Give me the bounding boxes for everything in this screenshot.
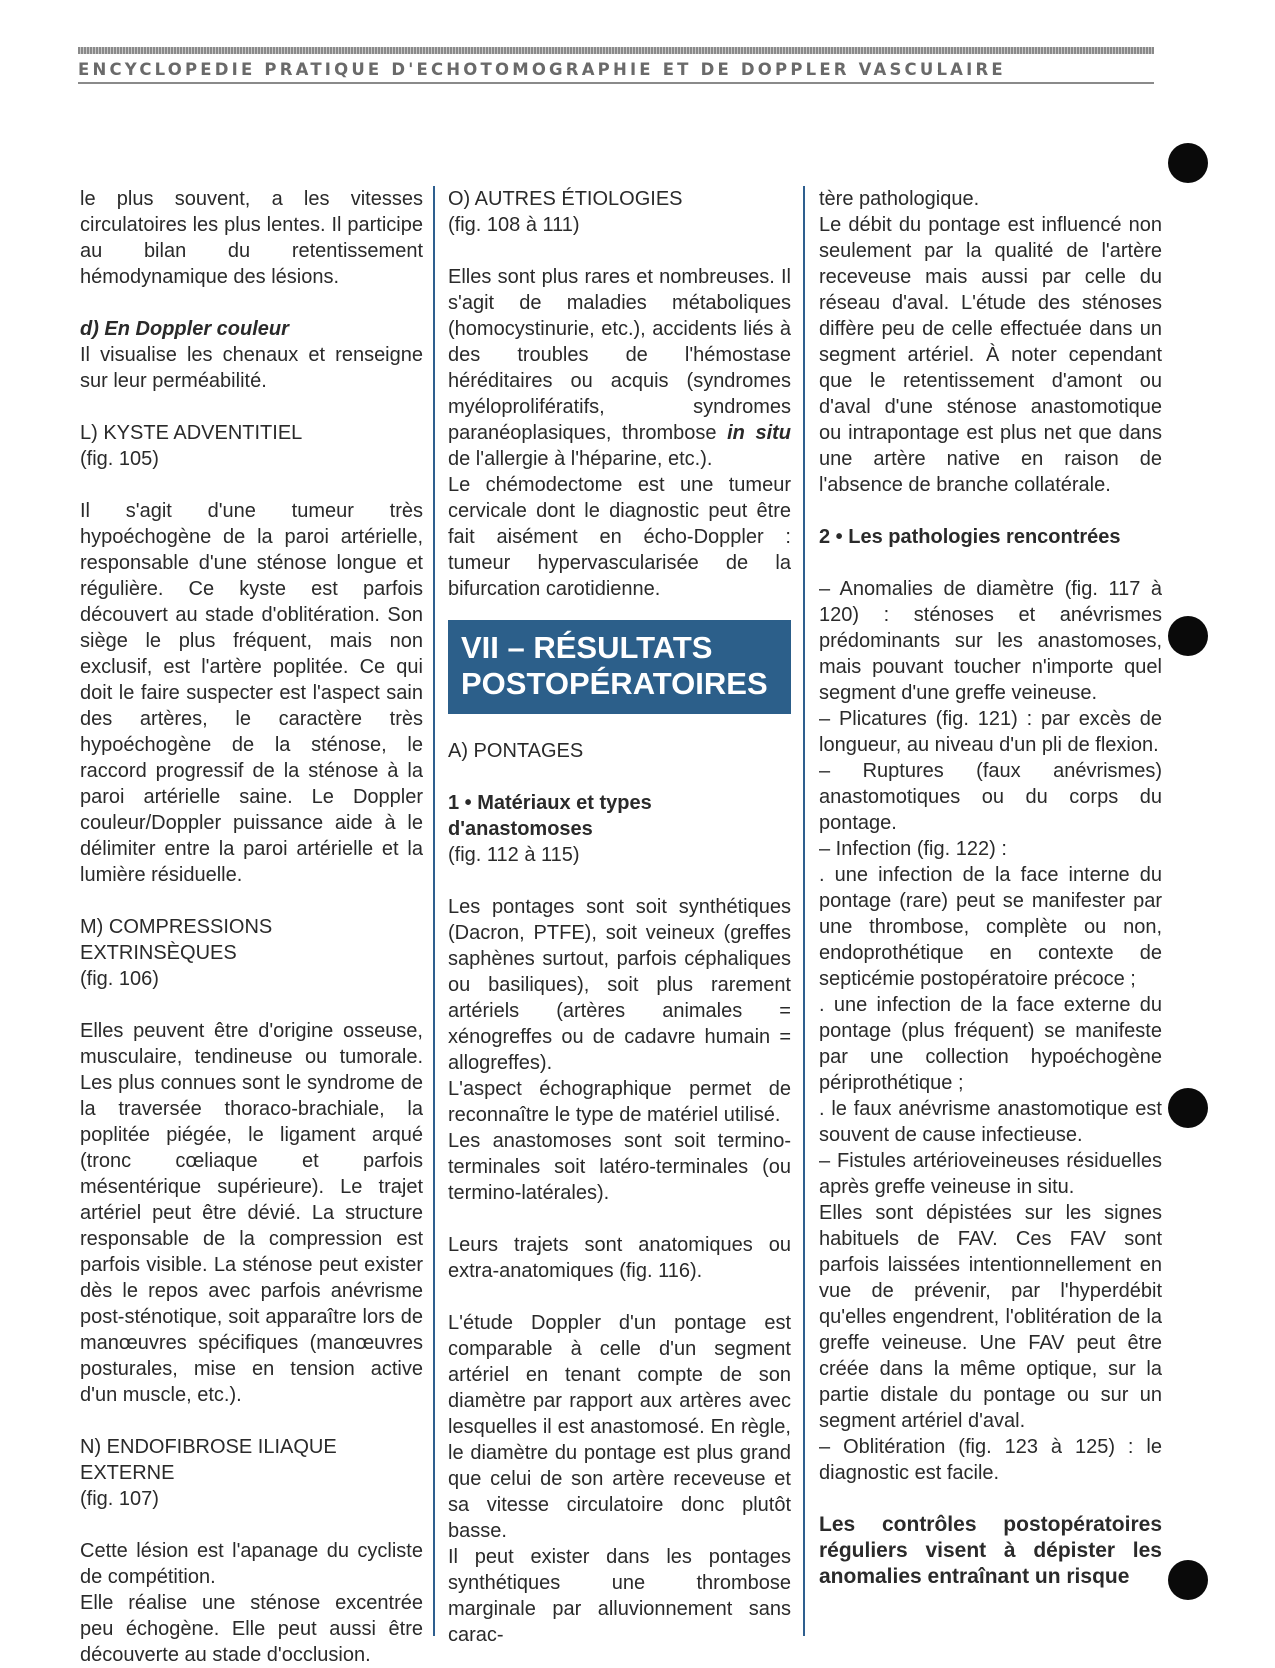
section-heading: A) PONTAGES	[448, 740, 584, 762]
figure-reference: (fig. 112 à 115)	[448, 844, 580, 866]
figure-reference: (fig. 107)	[80, 1488, 159, 1510]
paragraph: L'aspect échographique permet de reconnaître le type de matériel utilisé.	[448, 1078, 791, 1126]
paragraph: tère pathologique.	[819, 188, 980, 210]
column-divider-2	[803, 186, 805, 1636]
list-item: – Plicatures (fig. 121) : par excès de longueur, au niveau d'un pli de flexion.	[819, 708, 1162, 756]
section-heading: N) ENDOFIBROSE ILIAQUE EXTERNE	[80, 1436, 337, 1484]
italic-term: in situ	[727, 422, 792, 444]
column-2	[448, 186, 791, 1648]
paragraph: Il visualise les chenaux et renseigne sur leur perméabilité.	[80, 344, 423, 392]
header-hatched-bar	[78, 47, 1154, 54]
banner-line: POSTOPÉRATOIRES	[461, 666, 768, 701]
list-item: – Anomalies de diamètre (fig. 117 à 120) : sténoses et anévrismes prédominants sur les anastomoses, mais pouvant toucher n'importe quel segment d'une greffe veineuse.	[819, 578, 1162, 704]
section-heading: M) COMPRESSIONS EXTRINSÈQUES	[80, 916, 273, 964]
paragraph: le plus souvent, a les vitesses circulatoires les plus lentes. Il participe au bilan du retentissement hémodynamique des lésions.	[80, 188, 423, 288]
list-item: – Infection (fig. 122) :	[819, 838, 1007, 860]
paragraph	[448, 264, 791, 472]
punch-hole	[1168, 143, 1208, 183]
text-run: Elles sont plus rares et nombreuses. Il s'agit de maladies métaboliques (homocystinurie, etc.), accidents liés à des troubles de l'hémostase héréditaires ou acquis (syndromes myéloprolifératifs, syndromes paranéoplasiques, thrombose	[448, 266, 791, 444]
numbered-heading: 2 • Les pathologies rencontrées	[819, 526, 1121, 548]
paragraph: Il s'agit d'une tumeur très hypoéchogène de la paroi artérielle, responsable d'une sténose longue et régulière. Ce kyste est parfois découvert au stade d'oblitération. Son siège le plus fréquent, mais non exclusif, est l'artère poplitée. Ce qui doit le faire suspecter est l'aspect sain des artères, le caractère très hypoéchogène de la sténose, le raccord progressif de la sténose à la paroi artérielle saine. Le Doppler couleur/Doppler puissance aide à le délimiter entre la paroi artérielle et la lumière résiduelle.	[80, 500, 423, 886]
section-heading: O) AUTRES ÉTIOLOGIES	[448, 188, 683, 210]
paragraph: Les pontages sont soit synthétiques (Dacron, PTFE), soit veineux (greffes saphènes surtout, parfois céphaliques ou basiliques), soit plus rarement artériels (artères animales = xénogreffes ou de cadavre humain = allogreffes).	[448, 896, 791, 1074]
punch-hole	[1168, 1560, 1208, 1600]
paragraph: Il peut exister dans les pontages synthétiques une thrombose marginale par alluvionnement sans carac-	[448, 1546, 791, 1646]
list-item: . le faux anévrisme anastomotique est souvent de cause infectieuse.	[819, 1098, 1162, 1146]
paragraph: Le débit du pontage est influencé non seulement par la qualité de l'artère receveuse mais aussi par celle du réseau d'aval. L'étude des sténoses diffère peu de celle effectuée dans un segment artériel. À noter cependant que le retentissement d'amont ou d'aval d'une sténose anastomotique ou intrapontage est plus net que dans une artère native en raison de l'absence de branche collatérale.	[819, 214, 1162, 496]
paragraph: Les anastomoses sont soit termino-terminales soit latéro-terminales (ou termino-latérales).	[448, 1130, 791, 1204]
paragraph: Leurs trajets sont anatomiques ou extra-anatomiques (fig. 116).	[448, 1234, 791, 1282]
paragraph: Elle réalise une sténose excentrée peu échogène. Elle peut aussi être découverte au stade d'occlusion.	[80, 1592, 423, 1666]
subsection-heading: d) En Doppler couleur	[80, 318, 289, 340]
closing-paragraph: Les contrôles postopératoires réguliers visent à dépister les anomalies entraînant un risque	[819, 1513, 1162, 1588]
paragraph: Elles peuvent être d'origine osseuse, musculaire, tendineuse ou tumorale. Les plus connues sont le syndrome de la traversée thoraco-brachiale, la poplitée piégée, le ligament arqué (tronc cœliaque et parfois mésentérique supérieure). Le trajet artériel peut être dévié. La structure responsable de la compression est parfois visible. La sténose peut exister dès le repos avec parfois anévrisme post-sténotique, soit apparaître lors de manœuvres spécifiques (manœuvres posturales, mise en tension active d'un muscle, etc.).	[80, 1020, 423, 1406]
list-item: – Oblitération (fig. 123 à 125) : le diagnostic est facile.	[819, 1436, 1162, 1484]
paragraph: L'étude Doppler d'un pontage est comparable à celle d'un segment artériel en tenant compte de son diamètre par rapport aux artères avec lesquelles il est anastomosé. En règle, le diamètre du pontage est plus grand que celui de son artère receveuse et sa vitesse circulatoire donc plutôt basse.	[448, 1312, 791, 1542]
list-item: . une infection de la face externe du pontage (plus fréquent) se manifeste par une collection hypoéchogène périprothétique ;	[819, 994, 1162, 1094]
chapter-banner	[448, 620, 791, 714]
text-run: de l'allergie à l'héparine, etc.).	[448, 448, 713, 470]
header-rule	[78, 82, 1154, 84]
figure-reference: (fig. 108 à 111)	[448, 214, 580, 236]
punch-hole	[1168, 616, 1208, 656]
punch-hole	[1168, 1088, 1208, 1128]
paragraph: Elles sont dépistées sur les signes habituels de FAV. Ces FAV sont parfois laissées intentionnellement en vue de prévenir, par l'hyperdébit qu'elles engendrent, l'oblitération de la greffe veineuse. Une FAV peut être créée dans la même optique, sur la partie distale du pontage ou sur un segment artériel d'aval.	[819, 1202, 1162, 1432]
numbered-heading: 1 • Matériaux et types d'anastomoses	[448, 792, 652, 840]
list-item: – Fistules artérioveineuses résiduelles après greffe veineuse in situ.	[819, 1150, 1162, 1198]
column-3	[819, 186, 1162, 1590]
list-item: – Ruptures (faux anévrismes) anastomotiques ou du corps du pontage.	[819, 760, 1162, 834]
column-1	[80, 186, 423, 1668]
figure-reference: (fig. 105)	[80, 448, 159, 470]
figure-reference: (fig. 106)	[80, 968, 159, 990]
column-divider-1	[433, 186, 435, 1636]
list-item: . une infection de la face interne du pontage (rare) peut se manifester par une thrombose, complète ou non, endoprothétique en contexte de septicémie postopératoire précoce ;	[819, 864, 1162, 990]
section-heading: L) KYSTE ADVENTITIEL	[80, 422, 303, 444]
banner-line: VII – RÉSULTATS	[461, 630, 713, 665]
running-header: ENCYCLOPEDIE PRATIQUE D'ECHOTOMOGRAPHIE ET DE DOPPLER VASCULAIRE	[78, 60, 1006, 79]
paragraph: Cette lésion est l'apanage du cycliste de compétition.	[80, 1540, 423, 1588]
paragraph: Le chémodectome est une tumeur cervicale dont le diagnostic peut être fait aisément en écho-Doppler : tumeur hypervascularisée de la bifurcation carotidienne.	[448, 474, 791, 600]
